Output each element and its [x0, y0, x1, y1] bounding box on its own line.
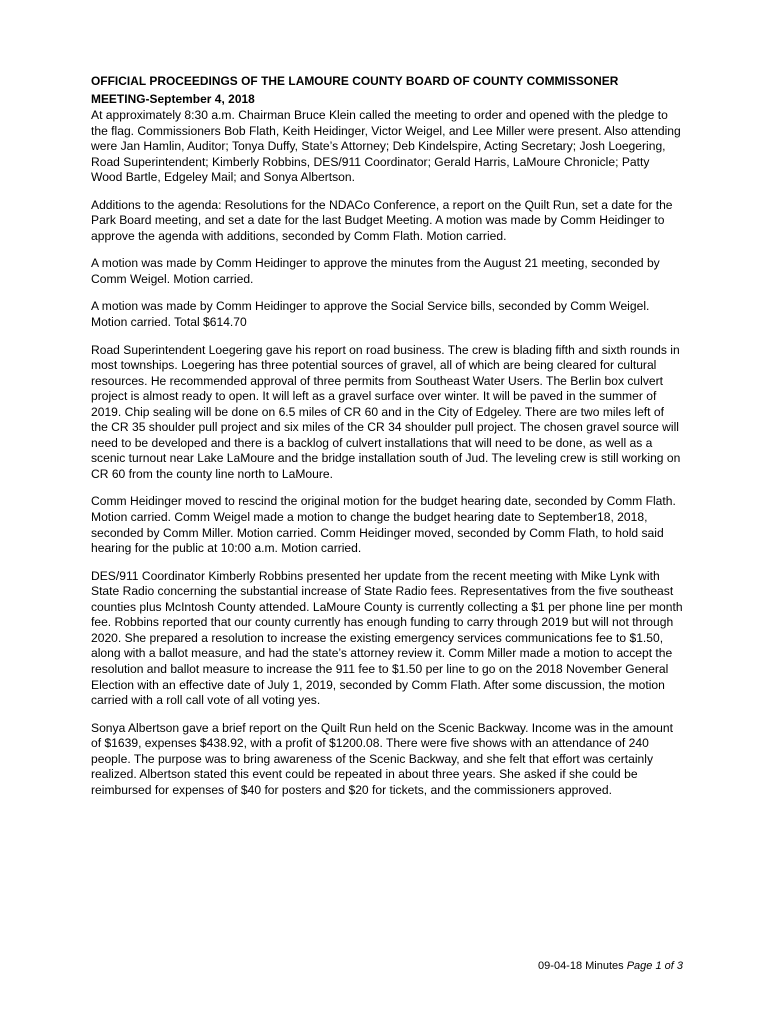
paragraph-road-report: Road Superintendent Loegering gave his report on road business. The crew is blading fifth and sixth rounds in most townships. Loegering has three potential sources of gravel, all of which are being cleared for cultural resources. He recommended approval of three permits from Southeast Water Users. The Berlin box culvert project is almost ready to open. It will left as a gravel surface over winter. It will be paved in the summer of 2019. Chip sealing will be done on 6.5 miles of CR 60 and in the City of Edgeley. There are two miles left of the CR 35 shoulder pull project and six miles of the CR 34 shoulder pull project. The chosen gravel source will need to be developed and there is a backlog of culvert installations that will need to be done, as well as a scenic turnout near Lake LaMoure and the bridge installation south of Jud. The leveling crew is still working on CR 60 from the county line north to LaMoure.: [91, 342, 681, 481]
paragraph-attendance: At approximately 8:30 a.m. Chairman Bruce Klein called the meeting to order and opened with the pledge to the flag. Commissioners Bob Flath, Keith Heidinger, Victor Weigel, and Lee Miller were present. Also attending were Jan Hamlin, Auditor; Tonya Duffy, State’s Attorney; Deb Kindelspire, Acting Secretary; Josh Loegering, Road Superintendent; Kimberly Robbins, DES/911 Coordinator; Gerald Harris, LaMoure Chronicle; Patty Wood Bartle, Edgeley Mail; and Sonya Albertson.: [91, 108, 681, 185]
page-footer: [538, 959, 683, 973]
document-title-line-1: OFFICIAL PROCEEDINGS OF THE LAMOURE COUNTY BOARD OF COUNTY COMMISSONER: [91, 74, 619, 88]
paragraph-minutes: A motion was made by Comm Heidinger to approve the minutes from the August 21 meeting, seconded by Comm Weigel. Motion carried.: [91, 256, 660, 286]
footer-doc-label: 09-04-18 Minutes: [538, 960, 627, 972]
paragraph-quilt-run: Sonya Albertson gave a brief report on the Quilt Run held on the Scenic Backway. Income was in the amount of $1639, expenses $438.92, with a profit of $1200.08. There were five shows with an attendance of 240 people. The purpose was to bring awareness of the Scenic Backway, and she felt that effort was certainly realized. Albertson stated this event could be repeated in about three years. She asked if she could be reimbursed for expenses of $40 for posters and $20 for tickets, and the commissioners approved.: [91, 720, 673, 797]
paragraph-social-service: A motion was made by Comm Heidinger to approve the Social Service bills, seconded by Comm Weigel. Motion carried. Total $614.70: [91, 299, 650, 330]
footer-page-number: Page 1 of 3: [626, 960, 683, 972]
paragraph-budget-hearing: Comm Heidinger moved to rescind the original motion for the budget hearing date, seconded by Comm Flath. Motion carried. Comm Weigel made a motion to change the budget hearing date to September18, 2018, seconded by Comm Miller. Motion carried. Comm Heidinger moved, seconded by Comm Flath, to hold said hearing for the public at 10:00 a.m. Motion carried.: [91, 494, 676, 556]
document-body: [91, 72, 683, 810]
paragraph-agenda: Additions to the agenda: Resolutions for the NDACo Conference, a report on the Quilt Run, set a date for the Park Board meeting, and set a date for the last Budget Meeting. A motion was made by Comm Heidinger to approve the agenda with additions, seconded by Comm Flath. Motion carried.: [91, 197, 673, 243]
paragraph-911-update: DES/911 Coordinator Kimberly Robbins presented her update from the recent meeting with Mike Lynk with State Radio concerning the substantial increase of State Radio fees. Representatives from the five southeast counties plus McIntosh County attended. LaMoure County is currently collecting a $1 per phone line per month fee. Robbins reported that our county currently has enough funding to carry through 2019 but will not through 2020. She prepared a resolution to increase the existing emergency services communications fee to $1.50, along with a ballot measure, and had the state’s attorney review it. Comm Miller made a motion to accept the resolution and ballot measure to increase the 911 fee to $1.50 per line to go on the 2018 November General Election with an effective date of July 1, 2019, seconded by Comm Flath. After some discussion, the motion carried with a roll call vote of all voting yes.: [91, 568, 683, 708]
document-title-line-2: MEETING-September 4, 2018: [91, 92, 255, 106]
